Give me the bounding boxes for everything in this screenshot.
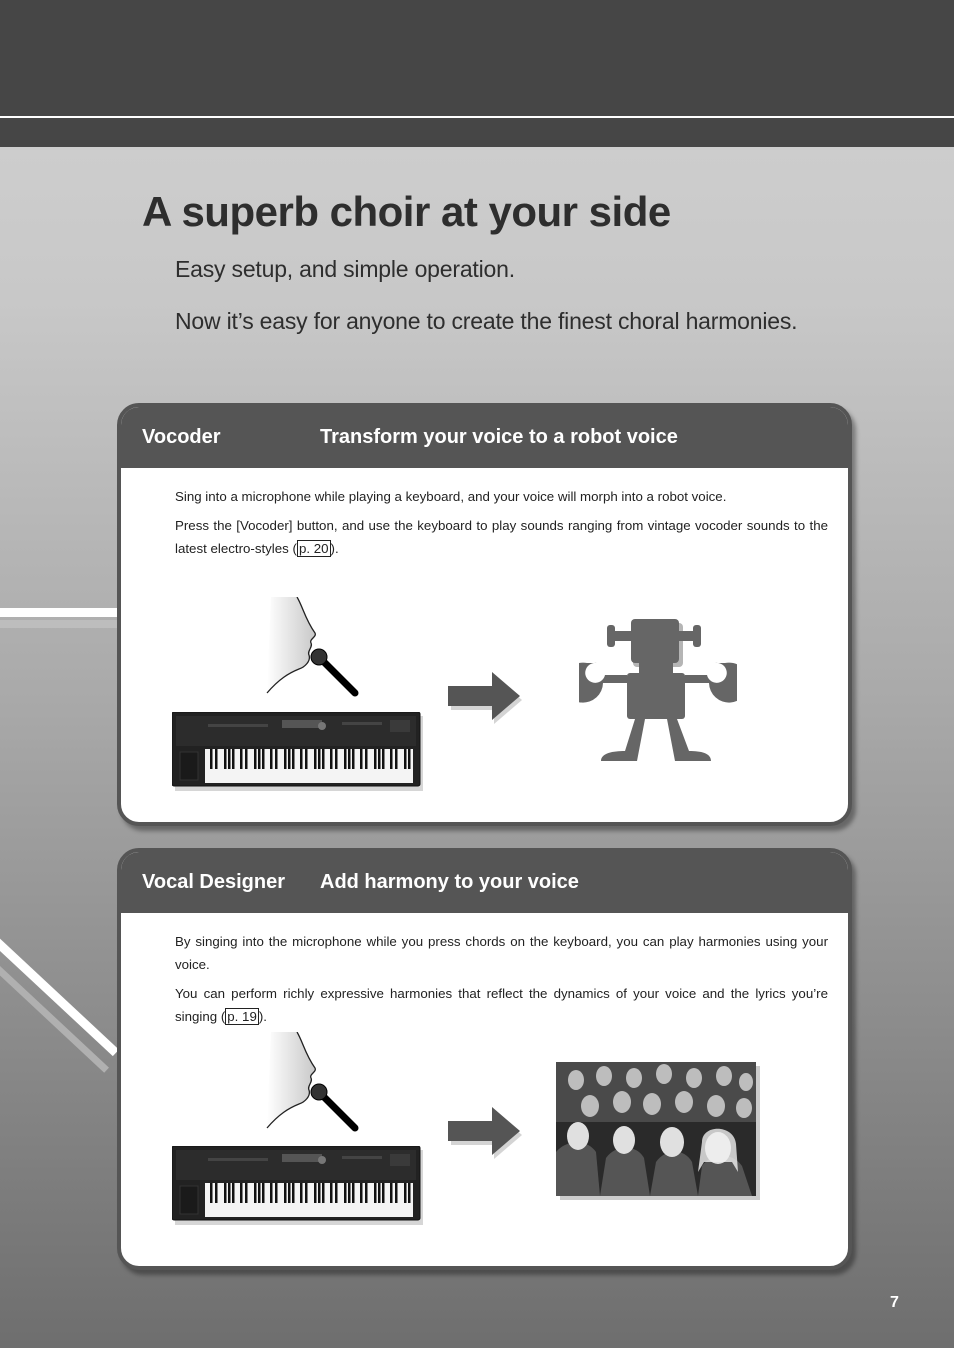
lead-line-2: Now it’s easy for anyone to create the finest choral harmonies. xyxy=(175,308,798,334)
choir-photo xyxy=(556,1062,760,1200)
robot-icon xyxy=(579,619,737,779)
right-arrow-icon xyxy=(448,1107,526,1159)
vocal-designer-paragraph-1: By singing into the microphone while you press chords on the keyboard, you can play harmonies using your voice. xyxy=(175,934,828,972)
vocoder-paragraph-1: Sing into a microphone while playing a keyboard, and your voice will morph into a robot voice. xyxy=(175,489,727,504)
vocal-designer-paragraph-2-end: ). xyxy=(258,1008,267,1024)
page-number: 7 xyxy=(890,1294,899,1311)
singer-face-icon xyxy=(259,597,369,707)
vocal-designer-paragraph-2-text: You can perform richly expressive harmonies that reflect the dynamics of your voice and the lyrics you’re singing ( xyxy=(175,986,828,1024)
keyboard-illustration xyxy=(172,712,424,792)
top-band xyxy=(0,0,954,116)
vocoder-label: Vocoder xyxy=(142,426,221,448)
top-band-lower xyxy=(0,118,954,147)
lead-line-1: Easy setup, and simple operation. xyxy=(175,256,515,282)
decorative-stripe xyxy=(0,608,120,617)
vocoder-paragraph-2-end: ). xyxy=(330,540,339,556)
vocoder-paragraph-2 xyxy=(175,515,828,560)
vocal-designer-card-header xyxy=(121,852,848,913)
decorative-stripe-shadow xyxy=(0,620,120,628)
singer-face-icon xyxy=(259,1032,369,1142)
vocoder-card-header xyxy=(121,407,848,468)
vocoder-page-reference-link[interactable]: p. 20 xyxy=(298,540,329,556)
keyboard-illustration xyxy=(172,1146,424,1226)
vocal-designer-card xyxy=(117,848,852,1270)
vocal-designer-heading: Add harmony to your voice xyxy=(320,871,579,893)
vocoder-paragraph-2-text: Press the [Vocoder] button, and use the keyboard to play sounds ranging from vintage vocoder sounds to the latest electro-styles ( xyxy=(175,518,828,556)
vocal-designer-label: Vocal Designer xyxy=(142,871,286,893)
right-arrow-icon xyxy=(448,672,526,724)
vocoder-heading: Transform your voice to a robot voice xyxy=(320,426,678,448)
vocal-designer-page-reference-link[interactable]: p. 19 xyxy=(227,1008,257,1024)
vocoder-card xyxy=(117,403,852,826)
vocal-designer-paragraph-2 xyxy=(175,983,828,1028)
page-title: A superb choir at your side xyxy=(142,188,671,235)
